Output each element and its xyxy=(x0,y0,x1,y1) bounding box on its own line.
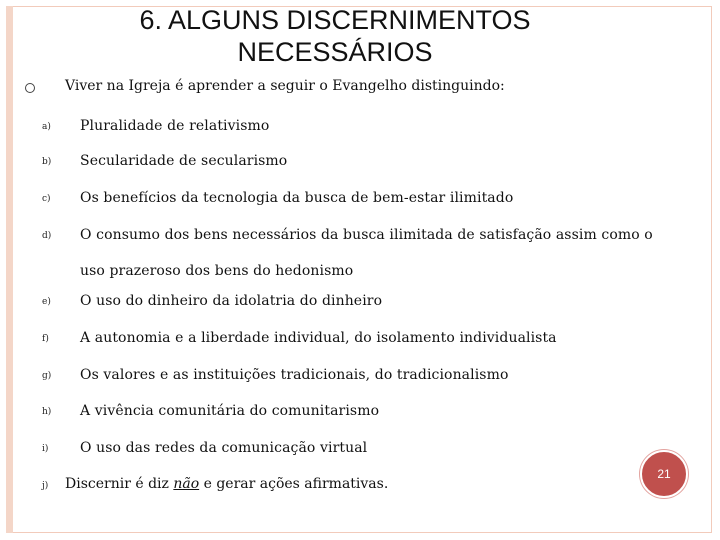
item-text: Pluralidade de relativismo xyxy=(80,118,270,134)
item-text: O uso do dinheiro da idolatria do dinheiro xyxy=(80,293,383,309)
item-marker: h) xyxy=(42,407,52,417)
item-marker: e) xyxy=(42,297,51,307)
item-text: O uso das redes da comunicação virtual xyxy=(80,440,368,456)
item-text: Os valores e as instituições tradicionais, do tradicionalismo xyxy=(80,367,509,383)
item-text: A vivência comunitária do comunitarismo xyxy=(80,403,380,419)
slide-side-bar xyxy=(6,6,13,533)
item-marker: b) xyxy=(42,157,52,167)
conclusion-marker: j) xyxy=(42,481,49,491)
item-text: O consumo dos bens necessários da busca ilimitada de satisfação assim como o uso prazeroso dos bens do hedonismo xyxy=(80,227,653,279)
item-text: A autonomia e a liberdade individual, do isolamento individualista xyxy=(80,330,557,346)
circle-bullet-icon xyxy=(25,83,35,93)
conclusion-text-before: Discernir é diz xyxy=(65,476,174,492)
intro-text: Viver na Igreja é aprender a seguir o Evangelho distinguindo: xyxy=(65,78,505,94)
item-marker: d) xyxy=(42,231,52,241)
page-number: 21 xyxy=(657,467,671,481)
conclusion-text-after: e gerar ações afirmativas. xyxy=(199,476,389,492)
conclusion-text xyxy=(65,476,388,492)
slide-title-line-2: NECESSÁRIOS xyxy=(237,37,433,67)
item-text: Os benefícios da tecnologia da busca de bem-estar ilimitado xyxy=(80,190,514,206)
item-marker: c) xyxy=(42,194,51,204)
item-marker: i) xyxy=(42,444,49,454)
slide-title xyxy=(0,4,670,68)
slide-title-line-1: 6. ALGUNS DISCERNIMENTOS xyxy=(139,5,531,35)
item-marker: a) xyxy=(42,122,51,132)
item-marker: f) xyxy=(42,334,49,344)
page-number-badge xyxy=(640,450,688,498)
conclusion-emphasis: não xyxy=(173,476,200,492)
item-marker: g) xyxy=(42,371,52,381)
item-text: Secularidade de secularismo xyxy=(80,153,288,169)
